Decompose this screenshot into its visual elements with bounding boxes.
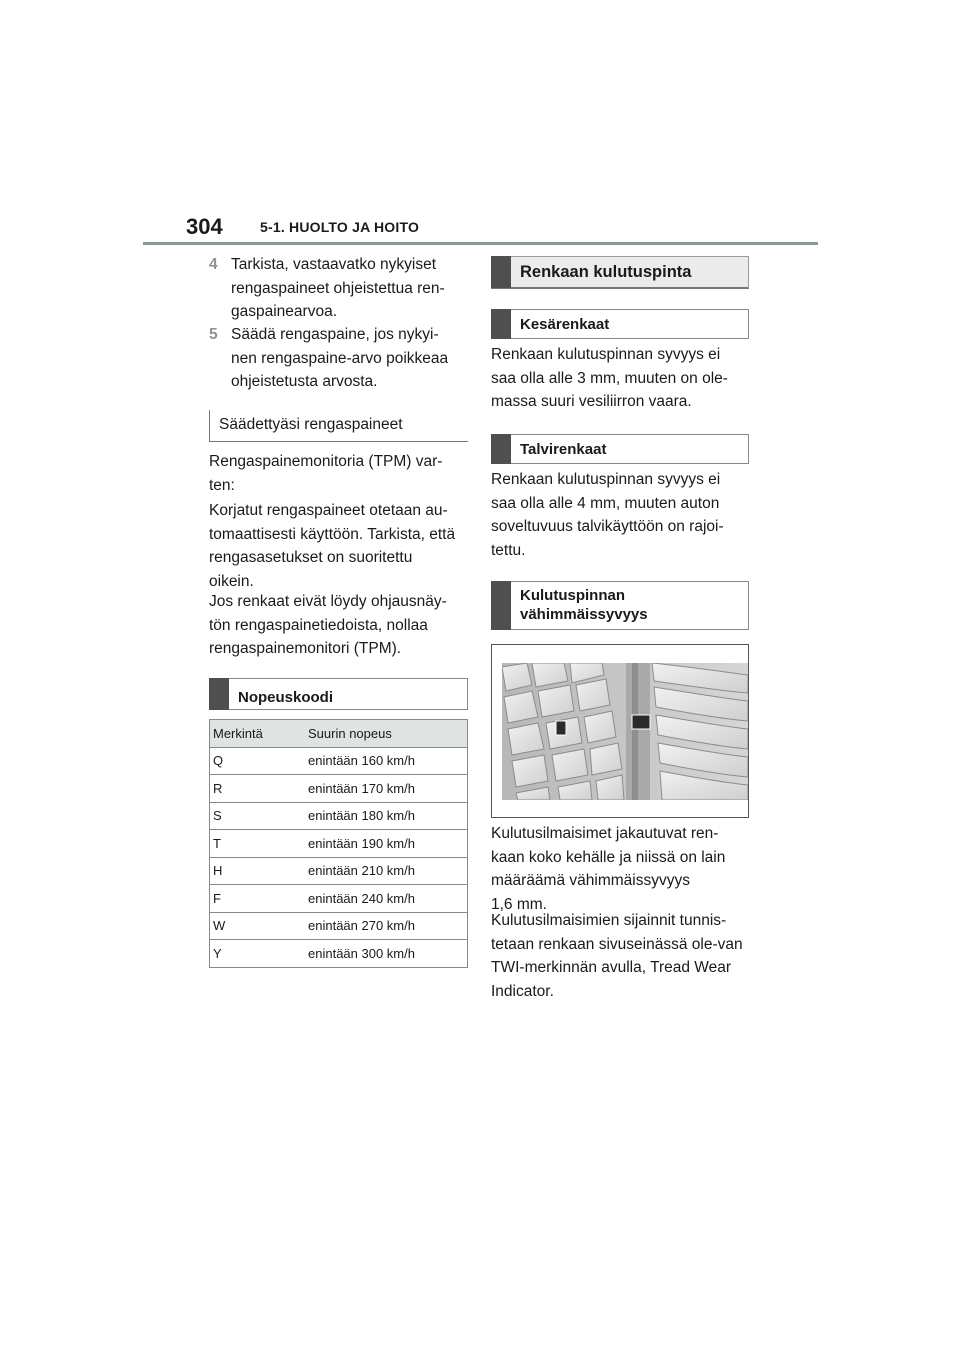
indicator-text: Kulutusilmaisimet jakautuvat ren-kaan koko kehälle ja niissä on lain määräämä vähimmäissyvyys bbox=[491, 825, 726, 889]
table-row bbox=[210, 830, 468, 858]
tpm-paragraph: Rengaspainemonitoria (TPM) var-ten: bbox=[209, 453, 443, 494]
step-5 bbox=[209, 323, 461, 394]
step-number: 4 bbox=[209, 256, 218, 273]
step-number: 5 bbox=[209, 326, 218, 343]
table-cell: R bbox=[210, 775, 306, 803]
table-row bbox=[210, 857, 468, 885]
table-row bbox=[210, 885, 468, 913]
table-row bbox=[210, 775, 468, 803]
winter-tires-heading-text: Talvirenkaat bbox=[520, 441, 607, 458]
section-title: 5-1. HUOLTO JA HOITO bbox=[260, 219, 420, 235]
table-cell: enintään 190 km/h bbox=[305, 830, 468, 858]
table-cell: enintään 170 km/h bbox=[305, 775, 468, 803]
heading-bar bbox=[491, 309, 511, 339]
table-cell: S bbox=[210, 802, 306, 830]
min-depth-heading-line: vähimmäissyvyys bbox=[520, 606, 648, 623]
table-row bbox=[210, 747, 468, 775]
table-header-row bbox=[210, 720, 468, 748]
winter-tires-heading bbox=[491, 434, 749, 464]
tire-tread-figure bbox=[491, 644, 749, 818]
step-text: Tarkista, vastaavatko nykyiset rengaspaineet ohjeistettua ren-gaspainearvoa. bbox=[231, 256, 445, 320]
table-row bbox=[210, 802, 468, 830]
page-number: 304 bbox=[186, 214, 223, 239]
heading-bar bbox=[491, 581, 511, 630]
step-4 bbox=[209, 253, 461, 324]
min-depth-heading-line: Kulutuspinnan bbox=[520, 587, 625, 604]
winter-tires-text: Renkaan kulutuspinnan syvyys ei saa olla alle 4 mm, muuten auton soveltuvuus talvikäyttöön on rajoi-tettu. bbox=[491, 471, 724, 559]
table-row bbox=[210, 940, 468, 968]
table-header-cell: Suurin nopeus bbox=[305, 720, 468, 748]
table-cell: enintään 210 km/h bbox=[305, 857, 468, 885]
heading-bar bbox=[209, 678, 229, 710]
tread-main-heading-text: Renkaan kulutuspinta bbox=[520, 263, 692, 281]
table-cell: Q bbox=[210, 747, 306, 775]
table-row bbox=[210, 912, 468, 940]
tire-tread-icon bbox=[492, 645, 748, 817]
heading-bar bbox=[491, 256, 511, 288]
summer-tires-text: Renkaan kulutuspinnan syvyys ei saa olla alle 3 mm, muuten on ole-massa suuri vesiliirron vaara. bbox=[491, 346, 728, 410]
speed-code-heading-text: Nopeuskoodi bbox=[238, 689, 334, 706]
table-cell: enintään 160 km/h bbox=[305, 747, 468, 775]
table-cell: Y bbox=[210, 940, 306, 968]
table-cell: T bbox=[210, 830, 306, 858]
indicator-paragraph bbox=[491, 822, 746, 916]
min-depth-heading-text bbox=[520, 586, 648, 624]
table-cell: H bbox=[210, 857, 306, 885]
table-header-cell: Merkintä bbox=[210, 720, 306, 748]
twi-paragraph: Kulutusilmaisimien sijainnit tunnis-tetaan renkaan sivuseinässä ole-van TWI-merkinnän avulla, Tread Wear Indicator. bbox=[491, 912, 743, 1000]
summer-tires-heading-text: Kesärenkaat bbox=[520, 316, 610, 333]
heading-bar bbox=[491, 434, 511, 464]
table-cell: F bbox=[210, 885, 306, 913]
corrected-pressure-paragraph: Korjatut rengaspaineet otetaan au-tomaattisesti käyttöön. Tarkista, että rengasasetukset on suoritettu oikein. bbox=[209, 502, 456, 590]
adjusted-pressure-heading: Säädettyäsi rengaspaineet bbox=[209, 410, 468, 442]
reset-tpm-paragraph: Jos renkaat eivät löydy ohjausnäy-tön rengaspainetiedoista, nollaa rengaspainemonitori (TPM). bbox=[209, 593, 447, 657]
summer-tires-heading bbox=[491, 309, 749, 339]
min-depth-heading bbox=[491, 581, 749, 630]
indicator-depth-value: 1,6 mm. bbox=[491, 895, 547, 913]
speed-code-heading bbox=[209, 678, 468, 710]
header-rule bbox=[143, 242, 818, 245]
table-cell: enintään 300 km/h bbox=[305, 940, 468, 968]
table-cell: enintään 240 km/h bbox=[305, 885, 468, 913]
speed-code-table bbox=[209, 719, 468, 968]
tread-main-heading bbox=[491, 256, 749, 289]
table-cell: W bbox=[210, 912, 306, 940]
step-text: Säädä rengaspaine, jos nykyi-nen rengaspaine-arvo poikkeaa ohjeistetusta arvosta. bbox=[231, 326, 449, 390]
table-cell: enintään 180 km/h bbox=[305, 802, 468, 830]
table-cell: enintään 270 km/h bbox=[305, 912, 468, 940]
